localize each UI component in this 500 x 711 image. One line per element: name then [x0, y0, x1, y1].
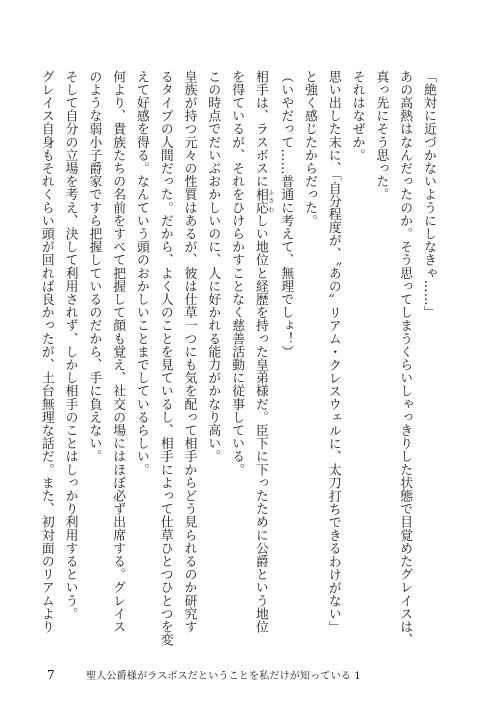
text-line-8-head: 相手は、ラスボスに: [252, 70, 268, 188]
text-line-2: あの高熱はなんだったのか。そう思ってしまうくらいしゃっきりした状態で目覚めたグレイスは、: [397, 70, 413, 647]
text-line-11: 皇族が持つ元々の性質はあるが、彼は仕草一つにも気を配って相手からどう見られるのか研究す: [181, 70, 197, 634]
text-line-9: を得ているが、それをひけらかすことなく慈善活動に従事している。: [229, 70, 245, 477]
text-line-17: グレイス自身もそれくらい頭が回れば良かったが、土台無理な話だ。また、初対面のリアムより: [38, 70, 54, 634]
text-line-3: 真っ先にそう思った。: [373, 70, 389, 201]
text-line-13: えて好感を得る。なんていう頭のおかしいことまでしているらしい。: [133, 70, 149, 477]
text-line-12: るタイプの人間だった。だから、よく人のことを見ているし、相手によって仕草ひとつひとつを変: [157, 70, 173, 647]
page-footer: [47, 664, 361, 683]
text-line-7: （いやだって……普通に考えて、無理でしょ！）: [278, 70, 294, 359]
text-line-16: そして自分の立場を考え、決して利用されず、しかし相手のことはしっかり利用するという。: [62, 70, 78, 621]
text-line-1: 「絶対に近づかないようにしなきゃ……」: [421, 70, 436, 319]
ruby-word: 相応 ふさわ: [252, 187, 274, 215]
text-line-6: と強く感じたからだった。: [302, 70, 318, 228]
text-line-5: 思い出した末に、「自分程度が、〝あの〟リアム・クレスウェルに、太刀打ちできるわけがない」: [325, 70, 341, 634]
text-line-15: のような弱小子爵家ですら把握しているのだから、手に負えない。: [86, 70, 102, 463]
text-line-10: この時点でだいぶおかしいのに、人に好かれる能力がかなり高い。: [205, 70, 221, 463]
text-line-8: [248, 70, 273, 650]
text-line-14: 何より、貴族たちの名前をすべて把握して顔も覚え、社交の場にはほぼ必ず出席する。グレイス: [110, 70, 126, 634]
page-number: 7: [47, 668, 55, 682]
vertical-body-text: [38, 70, 440, 650]
text-line-8-tail: しい地位と経歴を持った皇弟様だ。臣下に下ったために公爵という地位: [252, 214, 268, 634]
running-title: 聖人公爵様がラスボスだということを私だけが知っている 1: [86, 671, 361, 682]
text-line-4: それはなぜか。: [349, 70, 365, 162]
